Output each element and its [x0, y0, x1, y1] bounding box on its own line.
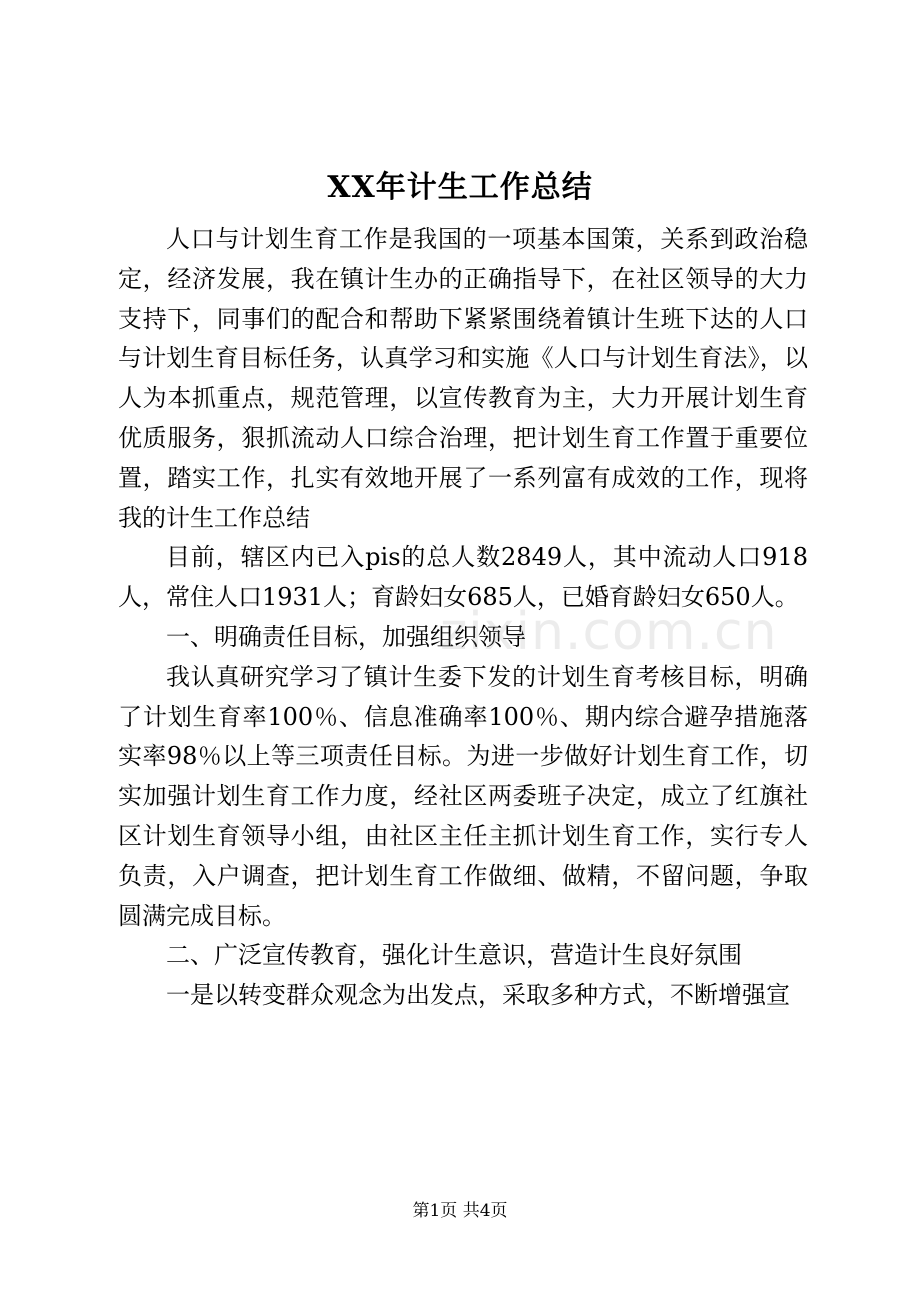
watermark: zixin.com.cn: [440, 602, 778, 662]
section-heading-1: 一、明确责任目标，加强组织领导: [166, 622, 526, 651]
paragraph-intro: 人口与计划生育工作是我国的一项基本国策，关系到政治稳定，经济发展，我在镇计生办的正确指导下，在社区领导的大力支持下，同事们的配合和帮助下紧紧围绕着镇计生班下达的人口与计划生育目标任务，认真学习和实施《人口与计划生育法》，以人为本抓重点，规范管理，以宣传教育为主，大力开展计划生育优质服务，狠抓流动人口综合治理，把计划生育工作置于重要位置，踏实工作，扎实有效地开展了一系列富有成效的工作，现将我的计生工作总结: [118, 225, 808, 532]
paragraph-publicity: 一是以转变群众观念为出发点，采取多种方式，不断增强宣: [166, 981, 790, 1010]
paragraph-population-stats: 目前，辖区内已入pis的总人数2849人，其中流动人口918人，常住人口1931人；育龄妇女685人，已婚育龄妇女650人。: [118, 543, 808, 612]
document-body: [118, 220, 808, 1016]
document-title: XX年计生工作总结: [327, 170, 593, 205]
paragraph-responsibility: 我认真研究学习了镇计生委下发的计划生育考核目标，明确了计划生育率100％、信息准确率100％、期内综合避孕措施落实率98％以上等三项责任目标。为进一步做好计划生育工作，切实加强计划生育工作力度，经社区两委班子决定，成立了红旗社区计划生育领导小组，由社区主任主抓计划生育工作，实行专人负责，入户调查，把计划生育工作做细、做精，不留问题，争取圆满完成目标。: [118, 662, 808, 930]
page-footer: 第1页 共4页: [412, 1201, 508, 1221]
section-heading-2: 二、广泛宣传教育，强化计生意识，营造计生良好氛围: [166, 941, 742, 970]
